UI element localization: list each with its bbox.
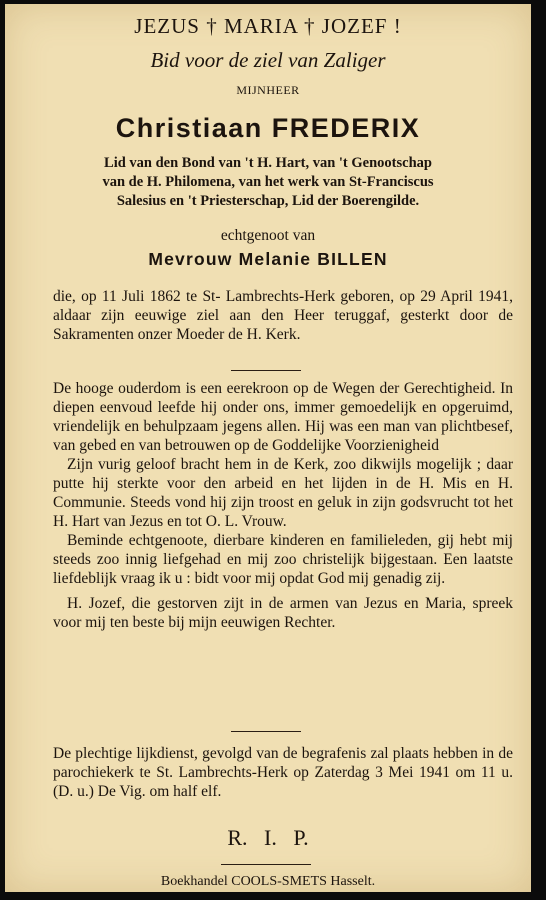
divider xyxy=(231,731,301,732)
tribute-paragraph: Beminde echtgenoote, dierbare kinderen en familieleden, gij hebt mij steeds zoo innig liefgehad en mij zoo christelijk bijgestaan. Een laatste liefdeblijk vraag ik u : bidt voor mij opdat God mij genadig zij. xyxy=(53,532,513,587)
biography xyxy=(53,287,513,344)
tribute-paragraph: De hooge ouderdom is een eerekroon op de Wegen der Gerechtigheid. In diepen eenvoud leefde hij onder ons, immer gemoedelijk en opgeruimd, vriendelijk en behulpzaam jegens allen. Hij was een man van plichtbesef, van gebed en van betrouwen op de Goddelijke Voorzienigheid xyxy=(53,380,513,454)
memorial-card xyxy=(5,4,531,892)
funeral-text: De plechtige lijkdienst, gevolgd van de begrafenis zal plaats hebben in de parochiekerk te St. Lambrechts-Herk op Zaterdag 3 Mei 1941 om 11 u. (D. u.) De Vig. om half elf. xyxy=(53,745,513,800)
deceased-name: Christiaan FREDERIX xyxy=(115,113,421,143)
biography-text: die, op 11 Juli 1862 te St- Lambrechts-Herk geboren, op 29 April 1941, aldaar zijn eeuwige ziel aan den Heer teruggaf, gesterkt door de Sakramenten onzer Moeder de H. Kerk. xyxy=(53,288,513,343)
divider xyxy=(231,370,301,371)
tribute-paragraph: H. Jozef, die gestorven zijt in de armen van Jezus en Maria, spreek voor mij ten beste bij mijn eeuwigen Rechter. xyxy=(53,595,513,631)
memberships xyxy=(5,154,531,211)
funeral-notice xyxy=(53,744,513,801)
spouse-name: Mevrouw Melanie BILLEN xyxy=(148,249,388,269)
divider xyxy=(221,864,311,865)
tribute-paragraph: Zijn vurig geloof bracht hem in de Kerk, zoo dikwijls mogelijk ; daar putte hij sterkte voor den arbeid en het lijden in de H. Mis en H. Communie. Steeds vond hij zijn troost en geluk in zijn godsvrucht tot het H. Hart van Jezus en tot O. L. Vrouw. xyxy=(53,456,513,530)
invocation-line: JEZUS † MARIA † JOZEF ! xyxy=(134,14,402,38)
spouse-intro: echtgenoot van xyxy=(220,227,316,244)
membership-line: Salesius en 't Priesterschap, Lid der Boerengilde. xyxy=(116,193,420,209)
tribute xyxy=(53,379,513,632)
prayer-line: Bid voor de ziel van Zaliger xyxy=(150,48,386,72)
honorific: MIJNHEER xyxy=(236,83,300,97)
membership-line: Lid van den Bond van 't H. Hart, van 't Genootschap xyxy=(104,155,432,171)
rip-closing: R. I. P. xyxy=(227,825,309,850)
membership-line: van de H. Philomena, van het werk van St-Franciscus xyxy=(102,174,434,190)
printer-credit: Boekhandel COOLS-SMETS Hasselt. xyxy=(160,874,376,889)
